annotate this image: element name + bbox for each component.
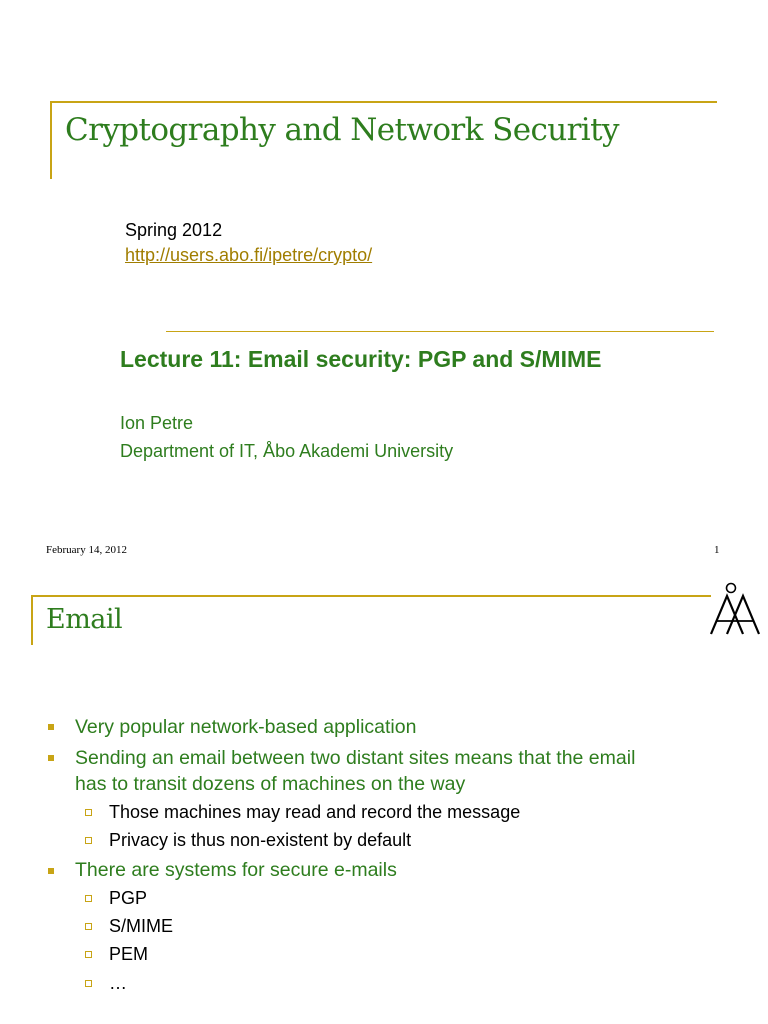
bullet-marker xyxy=(48,724,54,730)
footer-date: February 14, 2012 xyxy=(46,544,127,556)
bullet-text: There are systems for secure e-mails xyxy=(75,859,397,881)
abo-akademi-logo-icon xyxy=(707,581,763,637)
title-frame-left-line xyxy=(50,101,52,179)
course-url-link[interactable]: http://users.abo.fi/ipetre/crypto/ xyxy=(125,245,373,265)
sub-bullet-marker xyxy=(85,895,92,902)
sub-bullet-text: Those machines may read and record the message xyxy=(109,802,521,822)
section-frame-top-line xyxy=(31,595,711,597)
course-title: Cryptography and Network Security xyxy=(65,112,619,148)
sub-bullet-text: PEM xyxy=(109,944,149,964)
sub-bullet-marker xyxy=(85,980,92,987)
sub-bullet-marker xyxy=(85,837,92,844)
sub-bullet-marker xyxy=(85,923,92,930)
divider-rule xyxy=(166,331,714,332)
sub-bullet-text: … xyxy=(109,973,127,993)
sub-bullet-text: Privacy is thus non-existent by default xyxy=(109,830,412,850)
bullet-marker xyxy=(48,868,54,874)
page-number: 1 xyxy=(714,544,720,556)
sub-bullet-text: S/MIME xyxy=(109,916,174,936)
section-title: Email xyxy=(46,604,123,635)
title-frame-top-line xyxy=(50,101,717,103)
author-department: Department of IT, Åbo Akademi University xyxy=(120,441,454,461)
author-name: Ion Petre xyxy=(120,413,194,433)
sub-bullet-text: PGP xyxy=(109,888,148,908)
bullet-marker xyxy=(48,755,54,761)
sub-bullet-marker xyxy=(85,951,92,958)
term-label: Spring 2012 xyxy=(125,220,223,240)
bullet-text-continuation: has to transit dozens of machines on the way xyxy=(75,773,466,795)
lecture-title: Lecture 11: Email security: PGP and S/MIME xyxy=(120,346,602,372)
bullet-text: Sending an email between two distant sites means that the email xyxy=(75,747,636,769)
bullet-text: Very popular network-based application xyxy=(75,716,417,738)
section-frame-left-line xyxy=(31,595,33,645)
sub-bullet-marker xyxy=(85,809,92,816)
